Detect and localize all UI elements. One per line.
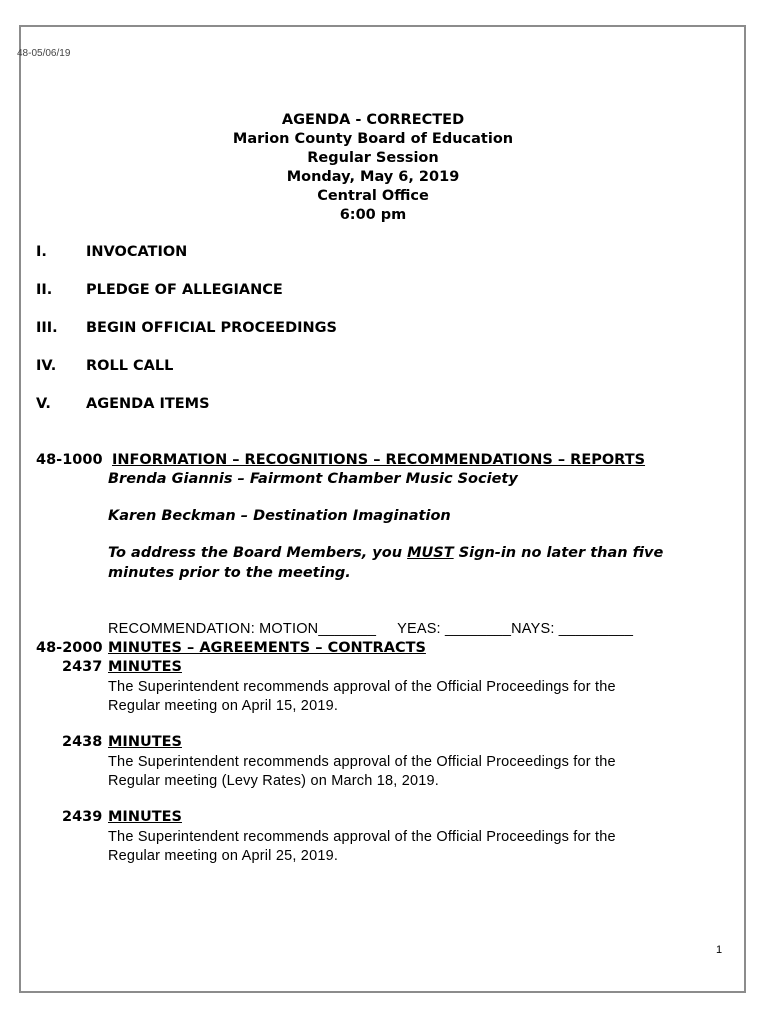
- outline-label: BEGIN OFFICIAL PROCEEDINGS: [86, 320, 337, 336]
- item-text: The Superintendent recommends approval of the Official Proceedings for the: [108, 754, 616, 770]
- title-line: Regular Session: [307, 150, 439, 166]
- outline-label: ROLL CALL: [86, 358, 174, 374]
- title-line: Monday, May 6, 2019: [286, 169, 460, 185]
- outline-label: INVOCATION: [86, 244, 188, 260]
- recommendation-line: RECOMMENDATION: MOTION_______ YEAS: ________NAYS: _________: [108, 621, 634, 637]
- item-text: The Superintendent recommends approval of the Official Proceedings for the: [108, 829, 616, 845]
- title-line: Marion County Board of Education: [232, 131, 514, 147]
- item-text: Regular meeting on April 15, 2019.: [108, 698, 339, 714]
- section-number: 48-1000: [36, 452, 103, 468]
- outline-numeral: IV.: [36, 358, 57, 374]
- title-line: AGENDA - CORRECTED: [281, 112, 465, 128]
- notice-emphasis: MUST: [407, 545, 454, 561]
- outline-numeral: V.: [36, 396, 51, 412]
- outline-numeral: III.: [36, 320, 58, 336]
- item-title: MINUTES: [108, 809, 182, 825]
- recognition-item: Karen Beckman – Destination Imagination: [108, 508, 451, 524]
- title-line: Central Office: [317, 188, 429, 204]
- notice-prefix: To address the Board Members, you: [108, 545, 408, 561]
- item-number: 2437: [62, 659, 103, 675]
- outline-numeral: I.: [36, 244, 47, 260]
- item-title: MINUTES: [108, 734, 182, 750]
- recognition-item: Brenda Giannis – Fairmont Chamber Music Society: [108, 471, 518, 487]
- document-code: 48-05/06/19: [17, 48, 71, 59]
- outline-label: AGENDA ITEMS: [86, 396, 210, 412]
- page-number: 1: [716, 944, 723, 956]
- sign-in-notice: [108, 545, 663, 561]
- item-title: MINUTES: [108, 659, 182, 675]
- section-number: 48-2000: [36, 640, 103, 656]
- section-title: MINUTES – AGREEMENTS – CONTRACTS: [108, 640, 426, 656]
- notice-suffix: Sign-in no later than five: [453, 545, 664, 561]
- item-number: 2438: [62, 734, 103, 750]
- item-text: The Superintendent recommends approval of the Official Proceedings for the: [108, 679, 616, 695]
- item-text: Regular meeting (Levy Rates) on March 18, 2019.: [108, 773, 439, 789]
- title-line: 6:00 pm: [339, 207, 407, 223]
- section-title: INFORMATION – RECOGNITIONS – RECOMMENDATIONS – REPORTS: [112, 452, 646, 468]
- sign-in-notice-line2: minutes prior to the meeting.: [108, 565, 351, 581]
- item-number: 2439: [62, 809, 103, 825]
- outline-label: PLEDGE OF ALLEGIANCE: [86, 282, 283, 298]
- outline-numeral: II.: [36, 282, 53, 298]
- item-text: Regular meeting on April 25, 2019.: [108, 848, 339, 864]
